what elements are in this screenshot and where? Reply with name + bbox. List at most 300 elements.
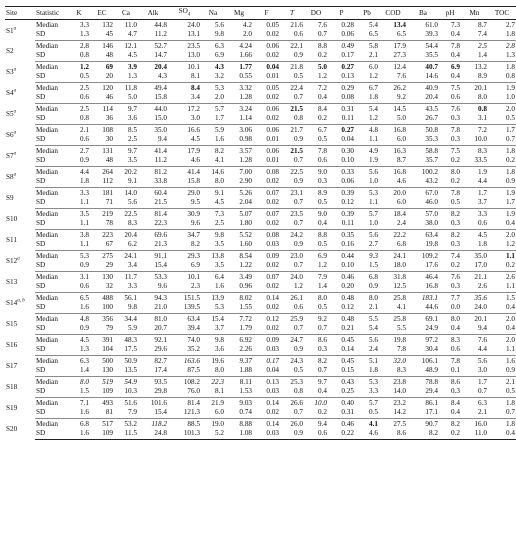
value-cell: 9.4 bbox=[138, 135, 168, 146]
site-cell: S14$^{a, b}$ bbox=[6, 299, 25, 308]
value-cell: 0.03 bbox=[253, 387, 280, 398]
value-cell: 15.8 bbox=[168, 177, 201, 188]
value-cell: 78 bbox=[90, 219, 114, 230]
value-cell: 38.0 bbox=[407, 219, 439, 230]
value-cell: 2.1 bbox=[355, 303, 379, 314]
value-cell: 0.4 bbox=[439, 51, 461, 62]
value-cell: 22.3 bbox=[138, 219, 168, 230]
value-cell: 6.2 bbox=[114, 240, 138, 251]
value-cell: 5.52 bbox=[239, 231, 252, 240]
value-cell: 22.5 bbox=[290, 168, 303, 177]
statistic-cell: SD bbox=[35, 240, 68, 251]
value-cell: 24.1 bbox=[393, 252, 406, 261]
value-cell: 1.6 bbox=[68, 303, 90, 314]
value-cell: 1.8 bbox=[506, 63, 515, 72]
value-cell: 0.9 bbox=[280, 177, 304, 188]
footnote-marker: a bbox=[13, 152, 17, 158]
value-cell: 33.5 bbox=[461, 156, 488, 167]
value-cell: 21.5 bbox=[290, 105, 303, 114]
value-cell: 4.3 bbox=[138, 72, 168, 83]
value-cell: 1.1 bbox=[68, 240, 90, 251]
value-cell: 7.72 bbox=[239, 315, 252, 324]
value-cell: 0.03 bbox=[253, 429, 280, 440]
table-row bbox=[5, 83, 516, 94]
value-cell: 0.5 bbox=[68, 72, 90, 83]
value-cell: 0.8 bbox=[68, 114, 90, 125]
value-cell: 0.3 bbox=[304, 345, 328, 356]
value-cell: 1.5 bbox=[506, 294, 515, 303]
value-cell: 1.9 bbox=[355, 156, 379, 167]
value-cell: 8.7 bbox=[478, 21, 487, 30]
value-cell: 0.08 bbox=[328, 93, 355, 104]
statistic-cell: SD bbox=[35, 282, 68, 293]
value-cell: 0.7 bbox=[280, 156, 304, 167]
value-cell: 1.8 bbox=[506, 147, 515, 156]
value-cell: 1.7 bbox=[506, 126, 515, 135]
value-cell: 5.5 bbox=[369, 315, 378, 324]
value-cell: 13.8 bbox=[211, 252, 224, 261]
value-cell: 1.1 bbox=[488, 345, 516, 356]
value-cell: 8.4 bbox=[318, 105, 327, 114]
value-cell: 10.0 bbox=[314, 399, 327, 408]
value-cell: 44.0 bbox=[154, 105, 167, 114]
value-cell: 16.8 bbox=[393, 126, 406, 135]
value-cell: 23.1 bbox=[290, 189, 303, 198]
value-cell: 6.8 bbox=[369, 273, 378, 282]
table-row bbox=[5, 387, 516, 398]
value-cell: 0.7 bbox=[461, 387, 488, 398]
value-cell: 4.6 bbox=[355, 429, 379, 440]
value-cell: 9.03 bbox=[239, 399, 252, 408]
value-cell: 9.6 bbox=[168, 219, 201, 230]
value-cell: 21.0 bbox=[138, 303, 168, 314]
value-cell: 1.4 bbox=[68, 366, 90, 377]
value-cell: 0.16 bbox=[328, 240, 355, 251]
value-cell: 9.8 bbox=[215, 231, 224, 240]
value-cell: 4.24 bbox=[239, 42, 252, 51]
value-cell: 6.0 bbox=[369, 63, 378, 72]
value-cell: 0.8 bbox=[68, 51, 90, 62]
value-cell: 9.0 bbox=[318, 210, 327, 219]
value-cell: 0.9 bbox=[280, 51, 304, 62]
value-cell: 0.2 bbox=[304, 51, 328, 62]
value-cell: 5.6 bbox=[478, 357, 487, 366]
value-cell: 1.2 bbox=[304, 72, 328, 83]
value-cell: 8.3 bbox=[451, 336, 460, 345]
value-cell: 118.2 bbox=[151, 420, 167, 429]
table-row bbox=[5, 303, 516, 314]
value-cell: 0.02 bbox=[253, 93, 280, 104]
footnote-marker: a bbox=[13, 68, 17, 74]
value-cell: 6.3 bbox=[478, 399, 487, 408]
value-cell: 16.8 bbox=[393, 168, 406, 177]
footnote-marker: a, b bbox=[17, 299, 25, 305]
value-cell: 6.8 bbox=[379, 240, 407, 251]
value-cell: 8.0 bbox=[201, 366, 225, 377]
value-cell: 1.2 bbox=[488, 240, 516, 251]
statistic-cell: Median bbox=[36, 420, 58, 429]
value-cell: 0.6 bbox=[304, 156, 328, 167]
value-cell: 57.0 bbox=[425, 210, 438, 219]
value-cell: 1.2 bbox=[280, 282, 304, 293]
value-cell: 3.3 bbox=[80, 21, 89, 30]
value-cell: 0.5 bbox=[304, 135, 328, 146]
value-cell: 100.2 bbox=[421, 168, 438, 177]
value-cell: 46.4 bbox=[425, 273, 438, 282]
value-cell: 43.5 bbox=[425, 105, 438, 114]
value-cell: 1.3 bbox=[68, 345, 90, 356]
value-cell: 74.0 bbox=[187, 336, 200, 345]
value-cell: 1.0 bbox=[488, 93, 516, 104]
value-cell: 0.8 bbox=[280, 387, 304, 398]
value-cell: 11.8 bbox=[124, 84, 137, 93]
value-cell: 26.0 bbox=[290, 420, 303, 429]
value-cell: 0.5 bbox=[280, 72, 304, 83]
value-cell: 0.08 bbox=[266, 168, 279, 177]
value-cell: 8.1 bbox=[168, 72, 201, 83]
table-row bbox=[5, 230, 516, 241]
value-cell: 9.4 bbox=[461, 324, 488, 335]
value-cell: 2.4 bbox=[355, 345, 379, 356]
value-cell: 2.4 bbox=[379, 219, 407, 230]
value-cell: 0.9 bbox=[280, 240, 304, 251]
value-cell: 21.9 bbox=[211, 399, 224, 408]
statistic-cell: SD bbox=[35, 345, 68, 356]
value-cell: 14.0 bbox=[124, 189, 137, 198]
value-cell: 29.6 bbox=[138, 345, 168, 356]
value-cell: 8.2 bbox=[407, 429, 439, 440]
statistic-cell: Median bbox=[36, 378, 58, 387]
value-cell: 3.06 bbox=[239, 126, 252, 135]
value-cell: 104 bbox=[90, 345, 114, 356]
table-row bbox=[5, 272, 516, 283]
value-cell: 3.49 bbox=[239, 273, 252, 282]
value-cell: 29.0 bbox=[187, 189, 200, 198]
value-cell: 81 bbox=[90, 408, 114, 419]
value-cell: 0.8 bbox=[280, 114, 304, 125]
value-cell: 0.21 bbox=[328, 324, 355, 335]
value-cell: 0.4 bbox=[304, 219, 328, 230]
value-cell: 7.8 bbox=[318, 147, 327, 156]
value-cell: 20.4 bbox=[124, 231, 137, 240]
value-cell: 0.6 bbox=[280, 303, 304, 314]
value-cell: 1.8 bbox=[355, 93, 379, 104]
value-cell: 6.4 bbox=[215, 273, 224, 282]
value-cell: 69.6 bbox=[154, 231, 167, 240]
site-cell: S4$^a$ bbox=[6, 89, 17, 98]
value-cell: 48.9 bbox=[407, 366, 439, 377]
column-header: Alk bbox=[138, 7, 168, 20]
value-cell: 1.9 bbox=[478, 168, 487, 177]
value-cell: 46 bbox=[90, 93, 114, 104]
value-cell: 24.2 bbox=[290, 231, 303, 240]
value-cell: 23.0 bbox=[290, 252, 303, 261]
value-cell: 0.6 bbox=[68, 93, 90, 104]
value-cell: 79 bbox=[90, 324, 114, 335]
value-cell: 7.8 bbox=[451, 357, 460, 366]
value-cell: 1.0 bbox=[355, 177, 379, 188]
value-cell: 19.8 bbox=[393, 336, 406, 345]
statistic-cell: SD bbox=[35, 51, 68, 62]
value-cell: 7.8 bbox=[451, 126, 460, 135]
value-cell: 5.6 bbox=[114, 198, 138, 209]
value-cell: 0.6 bbox=[439, 93, 461, 104]
value-cell: 29.4 bbox=[407, 387, 439, 398]
value-cell: 9.2 bbox=[318, 315, 327, 324]
value-cell: 6.0 bbox=[379, 135, 407, 146]
statistic-cell: SD bbox=[35, 261, 68, 272]
value-cell: 9.6 bbox=[138, 282, 168, 293]
value-cell: 3.24 bbox=[239, 105, 252, 114]
value-cell: 12.4 bbox=[393, 63, 406, 72]
statistic-cell: Median bbox=[36, 42, 58, 51]
value-cell: 4.2 bbox=[243, 21, 252, 30]
value-cell: 54.9 bbox=[124, 378, 137, 387]
value-cell: 6.92 bbox=[239, 336, 252, 345]
value-cell: 30.9 bbox=[187, 210, 200, 219]
value-cell: 6.0 bbox=[201, 408, 225, 419]
site-cell: S7$^a$ bbox=[6, 152, 17, 161]
value-cell: 0.96 bbox=[225, 282, 253, 293]
value-cell: 7.3 bbox=[215, 210, 224, 219]
value-cell: 5.8 bbox=[369, 42, 378, 51]
value-cell: 49.4 bbox=[154, 84, 167, 93]
value-cell: 0.11 bbox=[328, 219, 355, 230]
value-cell: 183.1 bbox=[421, 294, 438, 303]
value-cell: 7.8 bbox=[379, 345, 407, 356]
value-cell: 151.5 bbox=[183, 294, 200, 303]
value-cell: 0.31 bbox=[328, 408, 355, 419]
value-cell: 24.0 bbox=[290, 273, 303, 282]
value-cell: 100 bbox=[90, 303, 114, 314]
value-cell: 25.8 bbox=[393, 294, 406, 303]
value-cell: 8.5 bbox=[128, 126, 137, 135]
table-row bbox=[5, 20, 516, 31]
value-cell: 0.01 bbox=[253, 72, 280, 83]
value-cell: 81.0 bbox=[154, 315, 167, 324]
value-cell: 0.5 bbox=[355, 408, 379, 419]
value-cell: 114 bbox=[102, 105, 113, 114]
value-cell: 275 bbox=[102, 252, 113, 261]
value-cell: 10.0 bbox=[461, 135, 488, 146]
value-cell: 8.4 bbox=[451, 399, 460, 408]
value-cell: 0.4 bbox=[439, 324, 461, 335]
value-cell: 1.5 bbox=[68, 387, 90, 398]
statistic-cell: SD bbox=[35, 219, 68, 230]
value-cell: 18.0 bbox=[379, 261, 407, 272]
value-cell: 7.6 bbox=[451, 273, 460, 282]
statistic-cell: Median bbox=[36, 189, 58, 198]
value-cell: 8.6 bbox=[318, 336, 327, 345]
value-cell: 0.07 bbox=[266, 189, 279, 198]
value-cell: 0.28 bbox=[341, 21, 354, 30]
value-cell: 17.4 bbox=[138, 366, 168, 377]
value-cell: 81.4 bbox=[187, 399, 200, 408]
value-cell: 3.5 bbox=[201, 240, 225, 251]
value-cell: 0.3 bbox=[439, 114, 461, 125]
value-cell: 0.27 bbox=[341, 126, 354, 135]
value-cell: 0.02 bbox=[253, 261, 280, 272]
value-cell: 1.8 bbox=[488, 30, 516, 41]
value-cell: 7.6 bbox=[318, 21, 327, 30]
value-cell: 54.4 bbox=[425, 42, 438, 51]
value-cell: 31.8 bbox=[393, 273, 406, 282]
value-cell: 9.8 bbox=[114, 303, 138, 314]
value-cell: 43.2 bbox=[407, 177, 439, 188]
statistic-cell: Median bbox=[36, 168, 58, 177]
statistic-cell: SD bbox=[35, 177, 68, 188]
value-cell: 8.88 bbox=[239, 420, 252, 429]
table-row bbox=[5, 135, 516, 146]
value-cell: 2.1 bbox=[80, 126, 89, 135]
table-row bbox=[5, 93, 516, 104]
value-cell: 0.06 bbox=[328, 177, 355, 188]
value-cell: 0.9 bbox=[355, 282, 379, 293]
value-cell: 2.3 bbox=[168, 282, 201, 293]
site-cell: S8$^a$ bbox=[6, 173, 17, 182]
value-cell: 8.2 bbox=[451, 210, 460, 219]
value-cell: 108 bbox=[102, 126, 113, 135]
value-cell: 93.5 bbox=[154, 378, 167, 387]
value-cell: 519 bbox=[102, 378, 113, 387]
value-cell: 2.0 bbox=[506, 231, 515, 240]
value-cell: 30 bbox=[90, 135, 114, 146]
value-cell: 61.0 bbox=[425, 21, 438, 30]
value-cell: 1.7 bbox=[478, 189, 487, 198]
value-cell: 23.5 bbox=[187, 42, 200, 51]
value-cell: 0.46 bbox=[341, 420, 354, 429]
value-cell: 3.3 bbox=[80, 189, 89, 198]
value-cell: 0.14 bbox=[266, 294, 279, 303]
value-cell: 2.0 bbox=[201, 93, 225, 104]
table-row bbox=[5, 167, 516, 178]
value-cell: 5.6 bbox=[369, 231, 378, 240]
value-cell: 0.40 bbox=[341, 399, 354, 408]
value-cell: 58.8 bbox=[425, 147, 438, 156]
value-cell: 3.2 bbox=[201, 72, 225, 83]
value-cell: 6.5 bbox=[80, 294, 89, 303]
value-cell: 6.3 bbox=[80, 357, 89, 366]
value-cell: 52.7 bbox=[154, 42, 167, 51]
value-cell: 219 bbox=[102, 210, 113, 219]
value-cell: 5.26 bbox=[239, 189, 252, 198]
value-cell: 7.1 bbox=[80, 399, 89, 408]
value-cell: 2.7 bbox=[80, 147, 89, 156]
value-cell: 0.02 bbox=[253, 303, 280, 314]
value-cell: 0.5 bbox=[304, 240, 328, 251]
statistic-cell: Median bbox=[36, 126, 58, 135]
value-cell: 4.7 bbox=[114, 30, 138, 41]
column-header: Ca bbox=[114, 7, 138, 20]
value-cell: 7.2 bbox=[478, 126, 487, 135]
table-row bbox=[5, 188, 516, 199]
value-cell: 0.02 bbox=[253, 51, 280, 62]
value-cell: 0.9 bbox=[280, 345, 304, 356]
value-cell: 8.0 bbox=[461, 93, 488, 104]
value-cell: 1.0 bbox=[355, 219, 379, 230]
value-cell: 48.3 bbox=[124, 336, 137, 345]
value-cell: 4.4 bbox=[80, 168, 89, 177]
value-cell: 69 bbox=[105, 63, 113, 72]
value-cell: 17.0 bbox=[461, 261, 488, 272]
table-row bbox=[5, 41, 516, 52]
value-cell: 4.6 bbox=[168, 156, 201, 167]
value-cell: 2.8 bbox=[80, 42, 89, 51]
footnote-marker: a bbox=[13, 89, 17, 95]
statistic-cell: SD bbox=[35, 303, 68, 314]
value-cell: 0.04 bbox=[266, 63, 279, 72]
value-cell: 0.6 bbox=[304, 429, 328, 440]
value-cell: 24.0 bbox=[187, 21, 200, 30]
value-cell: 0.14 bbox=[266, 399, 279, 408]
site-cell: S12$^a$ bbox=[6, 257, 20, 266]
value-cell: 6.9 bbox=[451, 63, 460, 72]
value-cell: 112 bbox=[90, 177, 114, 188]
value-cell: 78.8 bbox=[425, 378, 438, 387]
value-cell: 1.80 bbox=[225, 219, 253, 230]
value-cell: 67.0 bbox=[425, 189, 438, 198]
value-cell: 0.3 bbox=[439, 240, 461, 251]
value-cell: 0.7 bbox=[488, 408, 516, 419]
value-cell: 1.88 bbox=[225, 366, 253, 377]
value-cell: 4.5 bbox=[114, 51, 138, 62]
value-cell: 20.7 bbox=[138, 324, 168, 335]
table-body bbox=[5, 20, 516, 440]
value-cell: 27.3 bbox=[379, 51, 407, 62]
value-cell: 22.3 bbox=[211, 378, 224, 387]
value-cell: 35.7 bbox=[407, 156, 439, 167]
table-row bbox=[5, 366, 516, 377]
value-cell: 24.1 bbox=[124, 252, 137, 261]
value-cell: 0.12 bbox=[328, 303, 355, 314]
value-cell: 27.5 bbox=[393, 420, 406, 429]
value-cell: 3.3 bbox=[355, 387, 379, 398]
value-cell: 1.22 bbox=[225, 261, 253, 272]
footnote-marker: a bbox=[13, 131, 17, 137]
value-cell: 0.4 bbox=[304, 93, 328, 104]
value-cell: 0.8 bbox=[478, 105, 487, 114]
value-cell: 1.8 bbox=[68, 177, 90, 188]
value-cell: 26.1 bbox=[290, 294, 303, 303]
value-cell: 14.0 bbox=[379, 387, 407, 398]
value-cell: 0.02 bbox=[253, 219, 280, 230]
value-cell: 81.4 bbox=[154, 210, 167, 219]
value-cell: 15.4 bbox=[211, 315, 224, 324]
value-cell: 8.9 bbox=[318, 189, 327, 198]
site-cell: S17 bbox=[6, 362, 18, 371]
value-cell: 5.6 bbox=[369, 336, 378, 345]
value-cell: 5.07 bbox=[239, 210, 252, 219]
value-cell: 10.1 bbox=[187, 273, 200, 282]
value-cell: 2.5 bbox=[80, 84, 89, 93]
value-cell: 0.39 bbox=[341, 189, 354, 198]
value-cell: 0.02 bbox=[253, 177, 280, 188]
value-cell: 0.5 bbox=[280, 366, 304, 377]
value-cell: 13.5 bbox=[114, 366, 138, 377]
value-cell: 0.9 bbox=[68, 261, 90, 272]
value-cell: 6.7 bbox=[318, 126, 327, 135]
statistic-cell: Median bbox=[36, 357, 58, 366]
value-cell: 0.9 bbox=[488, 177, 516, 188]
value-cell: 0.3 bbox=[439, 282, 461, 293]
value-cell: 0.4 bbox=[439, 72, 461, 83]
value-cell: 0.10 bbox=[328, 156, 355, 167]
value-cell: 9.37 bbox=[239, 357, 252, 366]
value-cell: 15.4 bbox=[138, 408, 168, 419]
value-cell: 53.3 bbox=[154, 273, 167, 282]
value-cell: 12.1 bbox=[124, 42, 137, 51]
table-row bbox=[5, 324, 516, 335]
